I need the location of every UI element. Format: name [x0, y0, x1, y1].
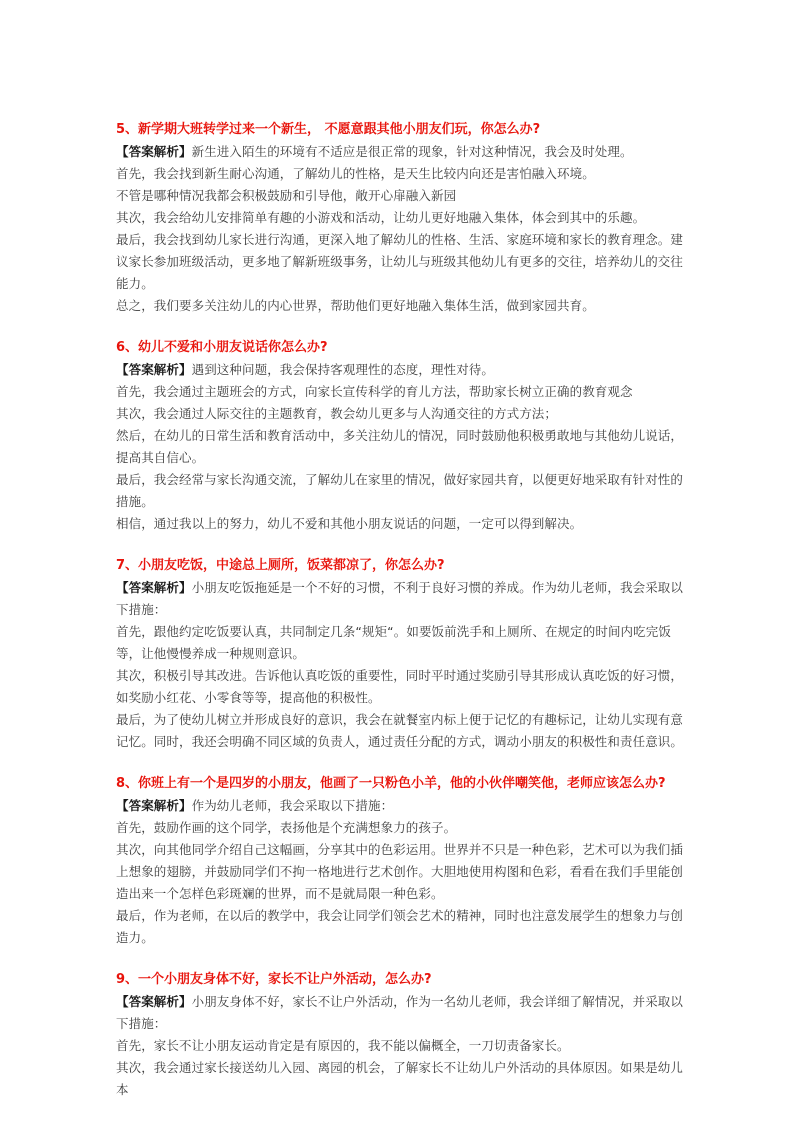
answer-intro	[116, 991, 688, 1035]
answer-line: 最后，作为老师，在以后的教学中，我会让同学们领会艺术的精神，同时也注意发展学生的想象力与创造力。	[116, 908, 684, 945]
answer-line: 最后，我会找到幼儿家长进行沟通，更深入地了解幼儿的性格、生活、家庭环境和家长的教育理念。建议家长参加班级活动，更多地了解新班级事务，让幼儿与班级其他幼儿有更多的交往，培养幼儿的交往能力。	[116, 232, 684, 291]
question-section-9	[116, 969, 688, 1101]
answer-text: 作为幼儿老师，我会采取以下措施：	[191, 798, 394, 813]
answer-intro	[116, 141, 688, 163]
answer-line: 然后，在幼儿的日常生活和教育活动中，多关注幼儿的情况，同时鼓励他积极勇敢地与其他幼儿说话，提高其自信心。	[116, 428, 684, 465]
question-section-7	[116, 555, 688, 753]
answer-line: 首先，我会找到新生耐心沟通，了解幼儿的性格，是天生比较内向还是害怕融入环境。	[116, 166, 595, 181]
answer-line: 首先，我会通过主题班会的方式，向家长宣传科学的育儿方法，帮助家长树立正确的教育观念	[116, 384, 633, 399]
answer-text: 新生进入陌生的环境有不适应是很正常的现象，针对这种情况，我会及时处理。	[191, 144, 633, 159]
answer-line: 最后，我会经常与家长沟通交流，了解幼儿在家里的情况，做好家园共育，以便更好地采取有针对性的措施。	[116, 472, 684, 509]
answer-text: 小朋友吃饭拖延是一个不好的习惯，不利于良好习惯的养成。作为幼儿老师，我会采取以下措施：	[116, 580, 684, 617]
question-title: 6、幼儿不爱和小朋友说话你怎么办?	[116, 340, 328, 355]
answer-line: 最后，为了使幼儿树立并形成良好的意识，我会在就餐室内标上便于记忆的有趣标记，让幼儿实现有意记忆。同时，我还会明确不同区域的负责人，通过责任分配的方式，调动小朋友的积极性和责任意识。	[116, 712, 684, 749]
answer-line: 其次，积极引导其改进。告诉他认真吃饭的重要性，同时平时通过奖励引导其形成认真吃饭的好习惯，如奖励小红花、小零食等等，提高他的积极性。	[116, 668, 684, 705]
answer-intro	[116, 795, 688, 817]
answer-text: 遇到这种问题，我会保持客观理性的态度，理性对待。	[191, 362, 495, 377]
question-section-8	[116, 773, 688, 949]
answer-line: 其次，我会通过人际交往的主题教育，教会幼儿更多与人沟通交往的方式方法；	[116, 406, 558, 421]
answer-tag: 【答案解析】	[116, 994, 192, 1009]
answer-tag: 【答案解析】	[116, 580, 192, 595]
answer-intro	[116, 577, 688, 621]
answer-intro	[116, 359, 688, 381]
answer-line: 首先，家长不让小朋友运动肯定是有原因的，我不能以偏概全，一刀切责备家长。	[116, 1038, 570, 1053]
answer-tag: 【答案解析】	[116, 144, 192, 159]
answer-line: 相信，通过我以上的努力，幼儿不爱和其他小朋友说话的问题，一定可以得到解决。	[116, 516, 583, 531]
question-title: 9、一个小朋友身体不好，家长不让户外活动，怎么办?	[116, 972, 432, 987]
answer-line: 首先，鼓励作画的这个同学，表扬他是个充满想象力的孩子。	[116, 820, 457, 835]
question-title: 8、你班上有一个是四岁的小朋友，他画了一只粉色小羊，他的小伙伴嘲笑他，老师应该怎么办?	[116, 776, 666, 791]
answer-text: 小朋友身体不好，家长不让户外活动，作为一名幼儿老师，我会详细了解情况，并采取以下措施：	[116, 994, 684, 1031]
answer-line: 其次，我会给幼儿安排简单有趣的小游戏和活动，让幼儿更好地融入集体，体会到其中的乐趣。	[116, 210, 646, 225]
question-title: 5、新学期大班转学过来一个新生， 不愿意跟其他小朋友们玩，你怎么办?	[116, 122, 541, 137]
answer-line: 其次，我会通过家长接送幼儿入园、离园的机会，了解家长不让幼儿户外活动的具体原因。如果是幼儿本	[116, 1060, 684, 1097]
answer-tag: 【答案解析】	[116, 798, 192, 813]
answer-line: 其次，向其他同学介绍自己这幅画，分享其中的色彩运用。世界并不只是一种色彩，艺术可以为我们插上想象的翅膀，并鼓励同学们不拘一格地进行艺术创作。大胆地使用构图和色彩，看看在我们手里能创造出来一个怎样色彩斑斓的世界，而不是就局限一种色彩。	[116, 842, 684, 901]
answer-line: 首先，跟他约定吃饭要认真，共同制定几条“规矩“。如要饭前洗手和上厕所、在规定的时间内吃完饭等，让他慢慢养成一种规则意识。	[116, 624, 671, 661]
question-section-6	[116, 337, 688, 535]
answer-line: 不管是哪种情况我都会积极鼓励和引导他，敞开心扉融入新园	[116, 188, 457, 203]
question-title: 7、小朋友吃饭，中途总上厕所，饭菜都凉了，你怎么办?	[116, 558, 445, 573]
answer-line: 总之，我们要多关注幼儿的内心世界，帮助他们更好地融入集体生活，做到家园共育。	[116, 298, 595, 313]
answer-tag: 【答案解析】	[116, 362, 192, 377]
question-section-5	[116, 119, 688, 317]
